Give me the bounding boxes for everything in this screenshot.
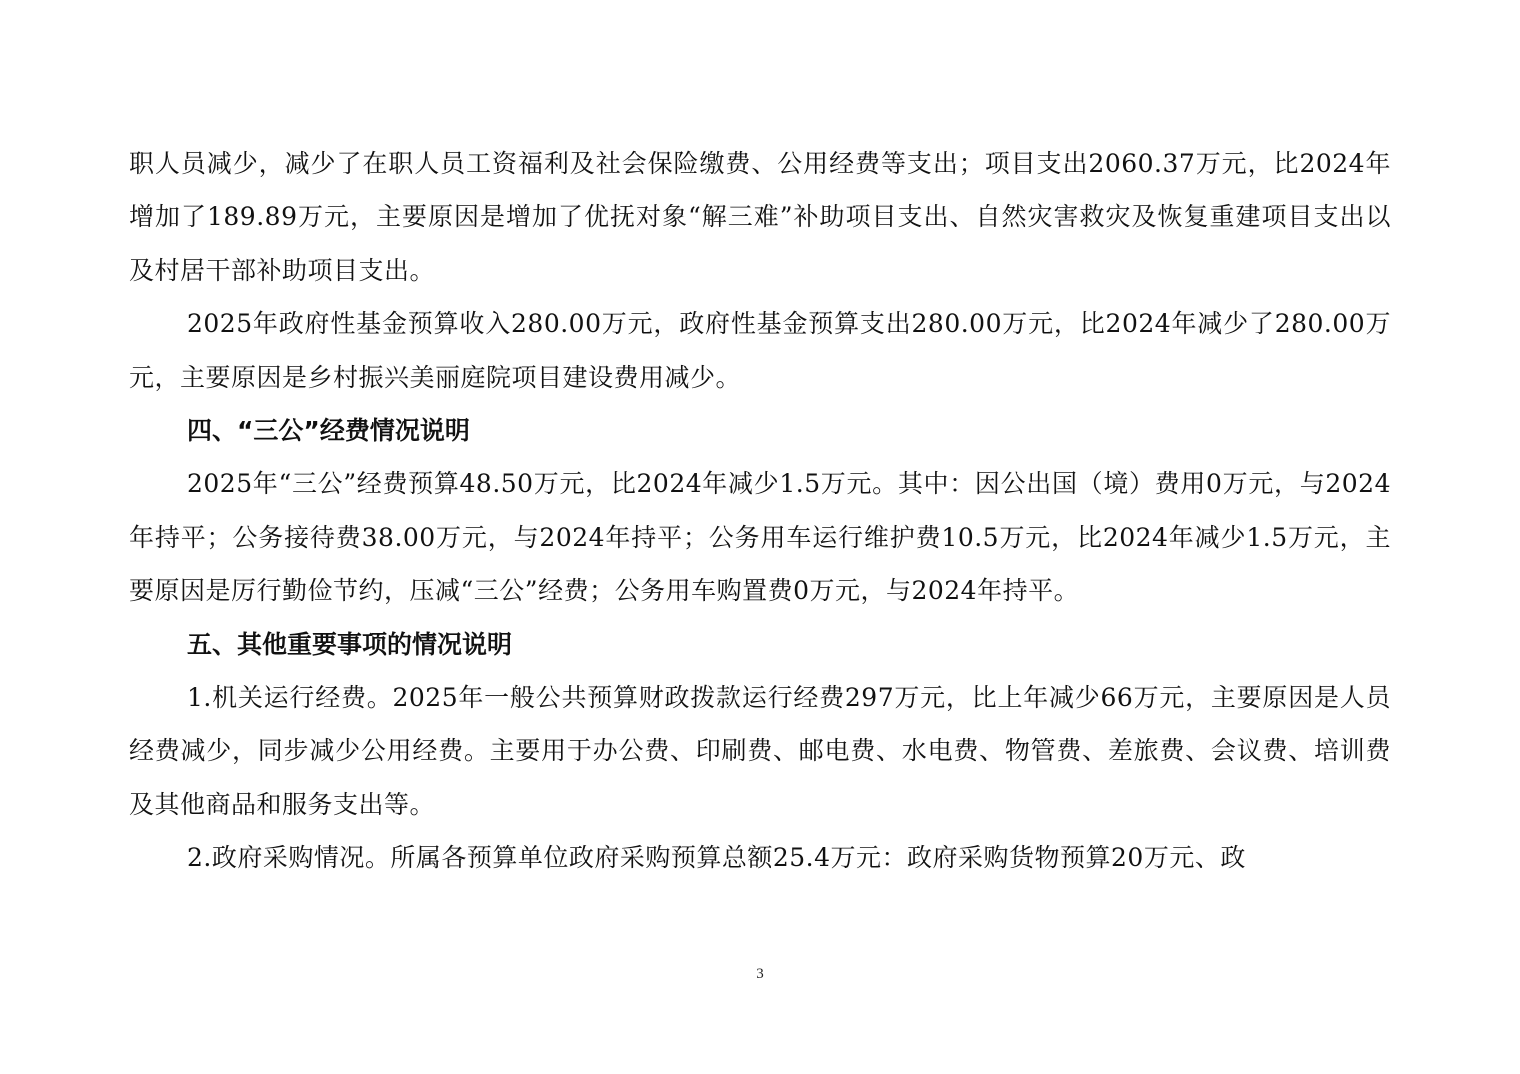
paragraph-expenditure-continuation: 职人员减少，减少了在职人员工资福利及社会保险缴费、公用经费等支出；项目支出2060.37万元，比2024年增加了189.89万元，主要原因是增加了优抚对象“解三难”补助项目支出、自然灾害救灾及恢复重建项目支出以及村居干部补助项目支出。	[129, 149, 1391, 285]
document-body	[129, 137, 1391, 885]
section-heading-three-public-expenses: 四、“三公”经费情况说明	[187, 416, 470, 446]
paragraph-government-fund-budget: 2025年政府性基金预算收入280.00万元，政府性基金预算支出280.00万元，比2024年减少了280.00万元，主要原因是乡村振兴美丽庭院项目建设费用减少。	[129, 309, 1391, 392]
page-number: 3	[756, 966, 764, 982]
section-heading-other-matters: 五、其他重要事项的情况说明	[187, 629, 513, 659]
paragraph-operating-expenses: 1.机关运行经费。2025年一般公共预算财政拨款运行经费297万元，比上年减少66万元，主要原因是人员经费减少，同步减少公用经费。主要用于办公费、印刷费、邮电费、水电费、物管费、差旅费、会议费、培训费及其他商品和服务支出等。	[129, 683, 1391, 819]
paragraph-government-procurement: 2.政府采购情况。所属各预算单位政府采购预算总额25.4万元：政府采购货物预算20万元、政	[187, 843, 1246, 873]
paragraph-three-public-expenses: 2025年“三公”经费预算48.50万元，比2024年减少1.5万元。其中：因公出国（境）费用0万元，与2024年持平；公务接待费38.00万元，与2024年持平；公务用车运行维护费10.5万元，比2024年减少1.5万元，主要原因是厉行勤俭节约，压减“三公”经费；公务用车购置费0万元，与2024年持平。	[129, 469, 1391, 606]
